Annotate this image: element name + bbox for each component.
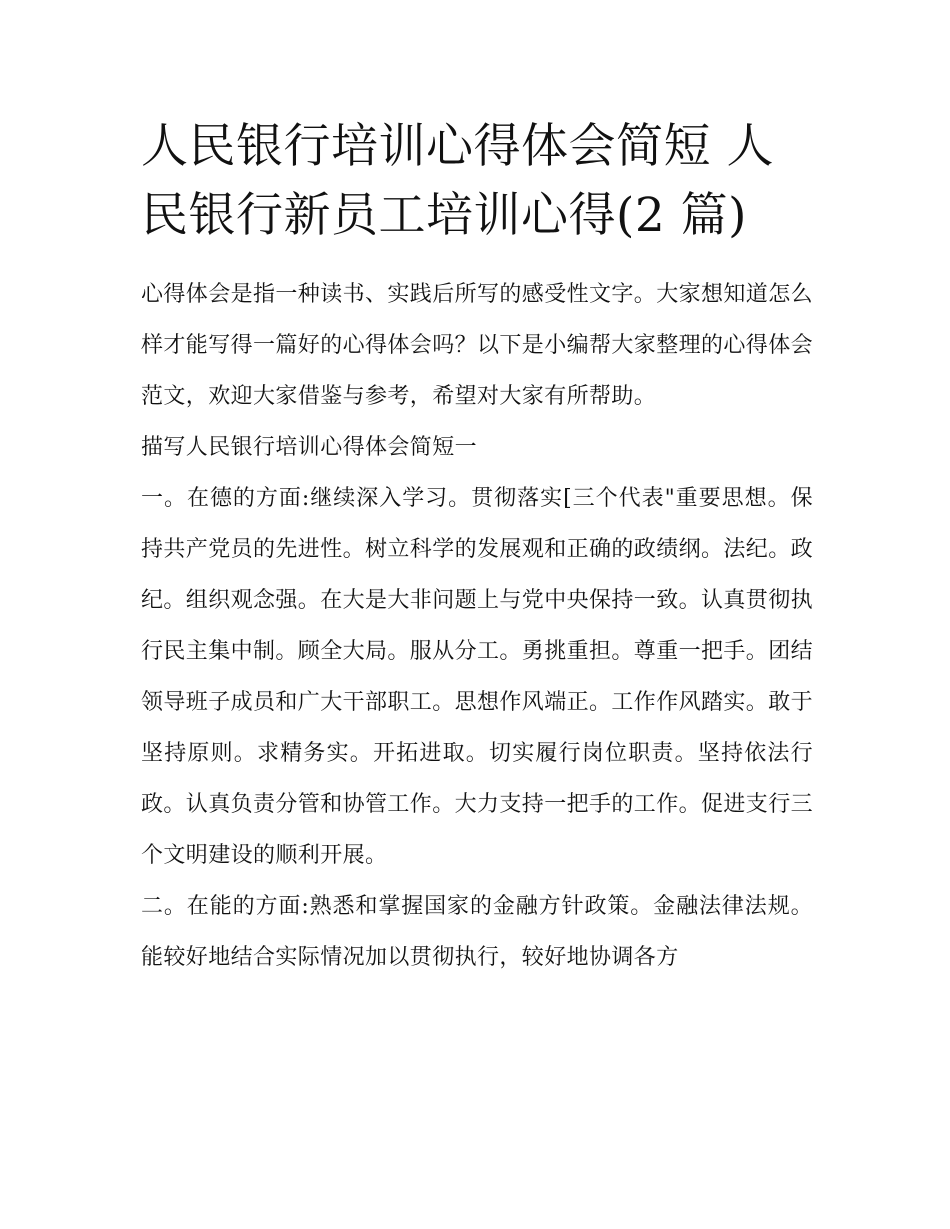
section-heading: 描写人民银行培训心得体会简短一 [141,435,478,460]
intro-paragraph: 心得体会是指一种读书、实践后所写的感受性文字。大家想知道怎么样才能写得一篇好的心得体会吗？以下是小编帮大家整理的心得体会范文，欢迎大家借鉴与参考，希望对大家有所帮助。 [141,282,814,409]
document-page [141,112,813,983]
section-paragraph-ability: 二。在能的方面:熟悉和掌握国家的金融方针政策。金融法律法规。能较好地结合实际情况加以贯彻执行，较好地协调各方 [141,894,813,970]
section-paragraph-morality: 一。在德的方面:继续深入学习。贯彻落实[三个代表"重要思想。保持共产党员的先进性。树立科学的发展观和正确的政绩纲。法纪。政纪。组织观念强。在大是大非问题上与党中央保持一致。认真贯彻执行民主集中制。顾全大局。服从分工。勇挑重担。尊重一把手。团结领导班子成员和广大干部职工。思想作风端正。工作作风踏实。敢于坚持原则。求精务实。开拓进取。切实履行岗位职责。坚持依法行政。认真负责分管和协管工作。大力支持一把手的工作。促进支行三个文明建设的顺利开展。 [141,486,814,868]
document-title: 人民银行培训心得体会简短 人民银行新员工培训心得(2 篇) [141,119,774,243]
document-body [141,269,813,983]
